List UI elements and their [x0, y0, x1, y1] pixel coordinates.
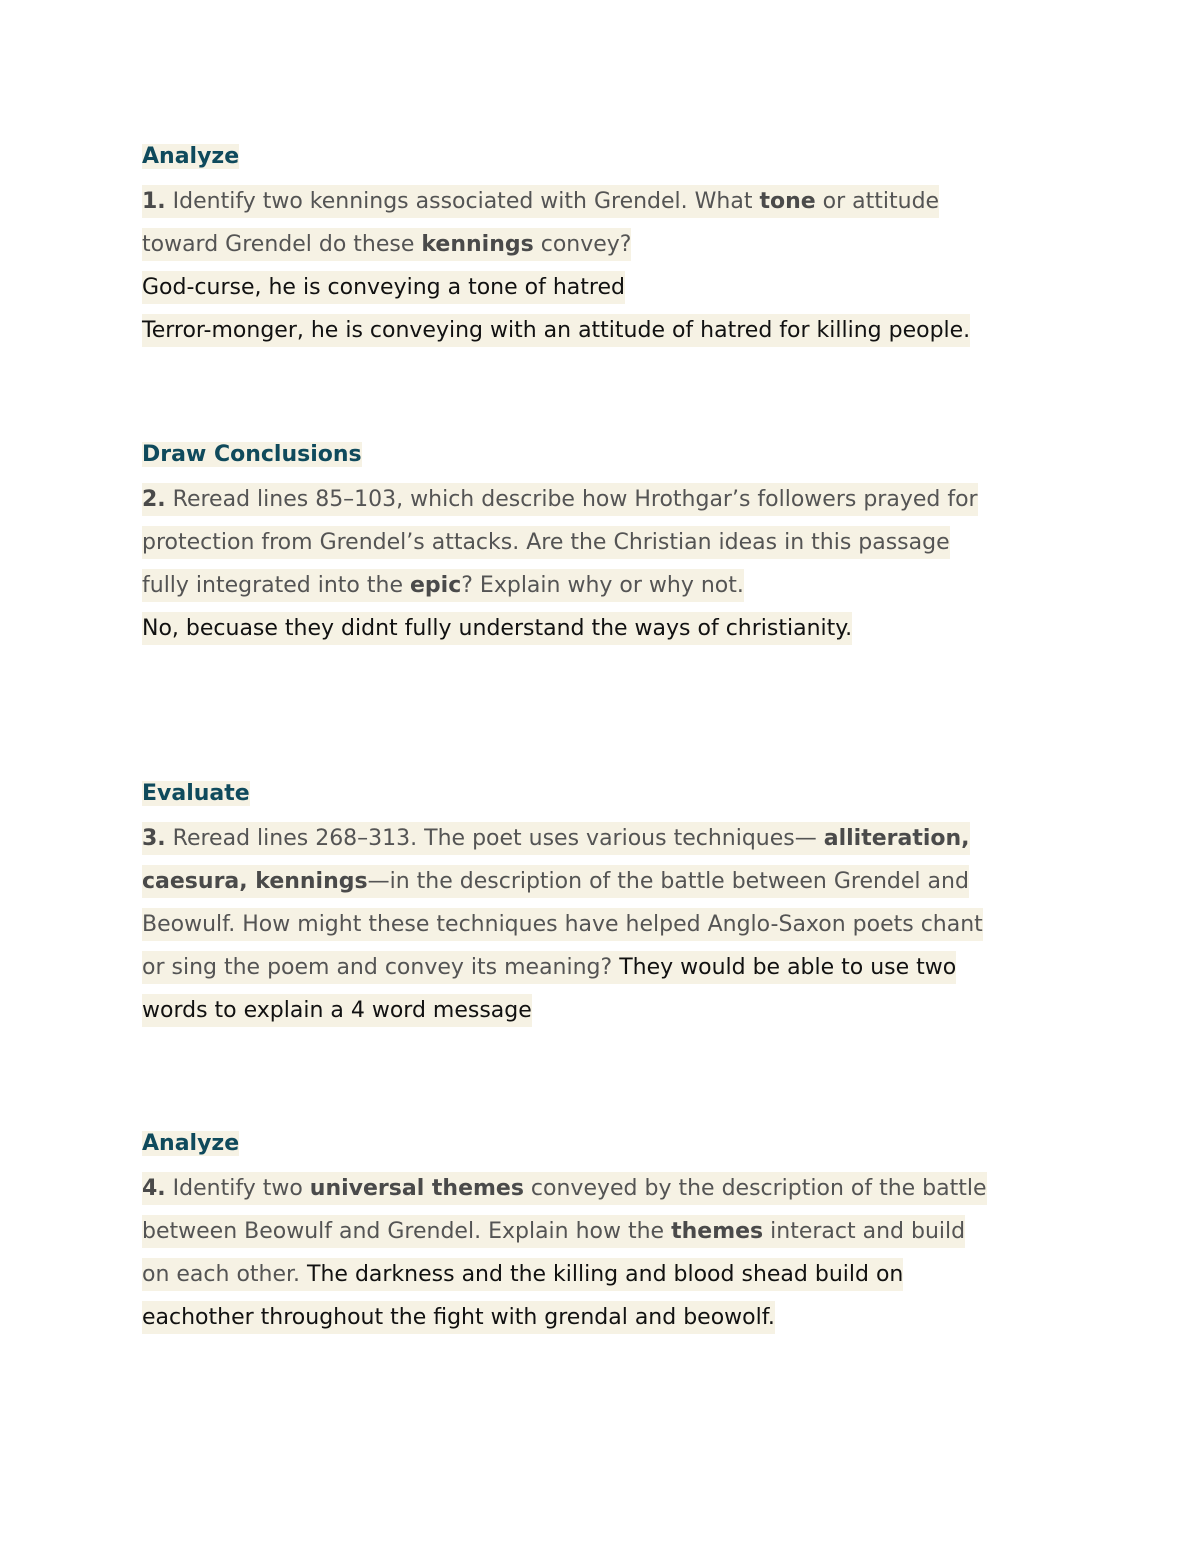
answer-line [142, 607, 1082, 650]
question-bold: themes [671, 1219, 764, 1244]
question-line [142, 564, 1082, 607]
question-line [142, 903, 1082, 946]
question-number: 1. [142, 189, 166, 214]
question-2 [142, 478, 1082, 650]
question-4 [142, 1167, 1082, 1339]
answer-text: words to explain a 4 word message [142, 994, 532, 1027]
question-text: toward Grendel do these [142, 232, 422, 257]
section-analyze-4 [142, 1129, 1082, 1339]
question-line [142, 478, 1082, 521]
question-number: 2. [142, 487, 166, 512]
question-text: convey? [533, 232, 632, 257]
question-bold: kennings [421, 232, 534, 257]
section-heading [142, 779, 1082, 809]
section-analyze-1 [142, 142, 1082, 352]
question-bold: alliteration, [823, 826, 970, 851]
question-line [142, 180, 1082, 223]
question-text: or sing the poem and convey its meaning? [142, 955, 620, 980]
section-draw-conclusions [142, 440, 1082, 650]
question-text: Identify two kennings associated with Grendel. What [165, 189, 760, 214]
question-text: conveyed by the description of the battle [523, 1176, 987, 1201]
answer-text: God-curse, he is conveying a tone of hatred [142, 271, 625, 304]
question-line [142, 860, 1082, 903]
question-text: interact and build [763, 1219, 966, 1244]
question-text: Reread lines 85–103, which describe how Hrothgar’s followers prayed for [165, 487, 978, 512]
section-heading [142, 142, 1082, 172]
answer-line [142, 309, 1082, 352]
answer-line [142, 1296, 1082, 1339]
section-evaluate [142, 779, 1082, 1032]
heading-text: Analyze [142, 144, 240, 169]
question-text: ? Explain why or why not. [461, 573, 744, 598]
question-line [142, 1253, 1082, 1296]
answer-line [142, 989, 1082, 1032]
answer-text: No, becuase they didnt fully understand the ways of christianity. [142, 612, 852, 645]
question-line [142, 521, 1082, 564]
question-text: or attitude [815, 189, 940, 214]
heading-text: Analyze [142, 1131, 240, 1156]
question-number: 3. [142, 826, 166, 851]
question-bold: universal themes [309, 1176, 524, 1201]
section-heading [142, 440, 1082, 470]
question-number: 4. [142, 1176, 166, 1201]
question-bold: caesura, kennings [142, 869, 368, 894]
question-bold: epic [410, 573, 462, 598]
heading-text: Draw Conclusions [142, 442, 362, 467]
question-text: between Beowulf and Grendel. Explain how the [142, 1219, 672, 1244]
question-text: Reread lines 268–313. The poet uses various techniques— [165, 826, 824, 851]
question-3 [142, 817, 1082, 1032]
question-text: Beowulf. How might these techniques have helped Anglo-Saxon poets chant [142, 908, 983, 941]
answer-line [142, 266, 1082, 309]
section-heading [142, 1129, 1082, 1159]
question-line [142, 946, 1082, 989]
answer-text: Terror-monger, he is conveying with an attitude of hatred for killing people. [142, 314, 970, 347]
question-1 [142, 180, 1082, 352]
question-line [142, 1167, 1082, 1210]
question-text: fully integrated into the [142, 573, 410, 598]
question-text: —in the description of the battle between Grendel and [367, 869, 969, 894]
question-line [142, 1210, 1082, 1253]
answer-text: The darkness and the killing and blood shead build on [307, 1262, 904, 1287]
question-text: on each other. [142, 1262, 308, 1287]
answer-text: eachother throughout the fight with grendal and beowolf. [142, 1301, 775, 1334]
question-bold: tone [759, 189, 816, 214]
heading-text: Evaluate [142, 781, 250, 806]
answer-text: They would be able to use two [619, 955, 957, 980]
question-line [142, 817, 1082, 860]
question-line [142, 223, 1082, 266]
question-text: Identify two [165, 1176, 310, 1201]
question-text: protection from Grendel’s attacks. Are the Christian ideas in this passage [142, 526, 950, 559]
